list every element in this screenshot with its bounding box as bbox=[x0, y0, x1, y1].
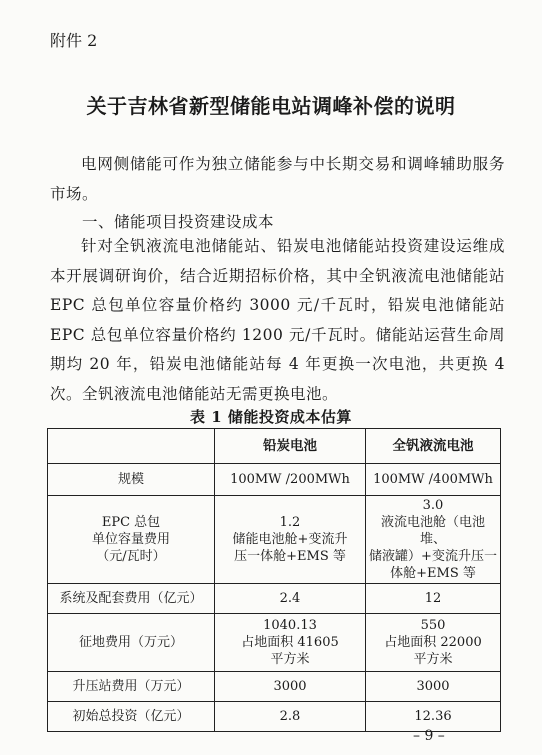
table-row bbox=[48, 464, 501, 496]
intro-paragraph: 电网侧储能可作为独立储能参与中长期交易和调峰辅助服务市场。 bbox=[50, 155, 505, 203]
document-title: 关于吉林省新型储能电站调峰补偿的说明 bbox=[86, 94, 456, 118]
table-row bbox=[48, 672, 501, 702]
table-row bbox=[48, 584, 501, 614]
cell: 3.0 液流电池舱（电池堆、 储液罐）+变流升压一 体舱+EMS 等 bbox=[366, 496, 501, 584]
attachment-label: 附件 2 bbox=[50, 31, 98, 50]
row-label-system-cost: 系统及配套费用（亿元） bbox=[48, 584, 215, 614]
header-cell-vanadium-flow: 全钒液流电池 bbox=[366, 429, 501, 464]
row-label-substation-cost: 升压站费用（万元） bbox=[48, 672, 215, 702]
page-number: – 9 – bbox=[413, 728, 445, 744]
table-row bbox=[48, 614, 501, 672]
section-heading: 一、储能项目投资建设成本 bbox=[82, 213, 275, 231]
cell: 1.2 储能电池舱+变流升 压一体舱+EMS 等 bbox=[215, 496, 366, 584]
cell: 100MW /400MWh bbox=[366, 464, 501, 496]
cell: 550 占地面积 22000 平方米 bbox=[366, 614, 501, 672]
table-row bbox=[48, 702, 501, 732]
cell: 100MW /200MWh bbox=[215, 464, 366, 496]
row-label-epc: EPC 总包 单位容量费用 （元/瓦时） bbox=[48, 496, 215, 584]
row-label-scale: 规模 bbox=[48, 464, 215, 496]
row-label-total-investment: 初始总投资（亿元） bbox=[48, 702, 215, 732]
header-cell-lead-carbon: 铅炭电池 bbox=[215, 429, 366, 464]
cell: 12 bbox=[366, 584, 501, 614]
cell: 1040.13 占地面积 41605 平方米 bbox=[215, 614, 366, 672]
table-caption: 表 1 储能投资成本估算 bbox=[190, 408, 352, 426]
table-row bbox=[48, 496, 501, 584]
cell: 3000 bbox=[215, 672, 366, 702]
cell: 3000 bbox=[366, 672, 501, 702]
cell: 2.8 bbox=[215, 702, 366, 732]
table-header-row bbox=[48, 429, 501, 464]
header-cell-blank bbox=[48, 429, 215, 464]
section-body-paragraph: 针对全钒液流电池储能站、铅炭电池储能站投资建设运维成本开展调研询价，结合近期招标价格，其中全钒液流电池储能站 EPC 总包单位容量价格约 3000 元/千瓦时，铅炭电池储能站 EPC 总包单位容量价格约 1200 元/千瓦时。储能站运营生命周期均 20 年，铅炭电池储能站每 4 年更换一次电池，共更换 4 次。全钒液流电池储能站无需更换电池。 bbox=[50, 237, 505, 403]
cell: 2.4 bbox=[215, 584, 366, 614]
cost-table bbox=[47, 428, 501, 732]
row-label-land-cost: 征地费用（万元） bbox=[48, 614, 215, 672]
cell: 12.36 bbox=[366, 702, 501, 732]
